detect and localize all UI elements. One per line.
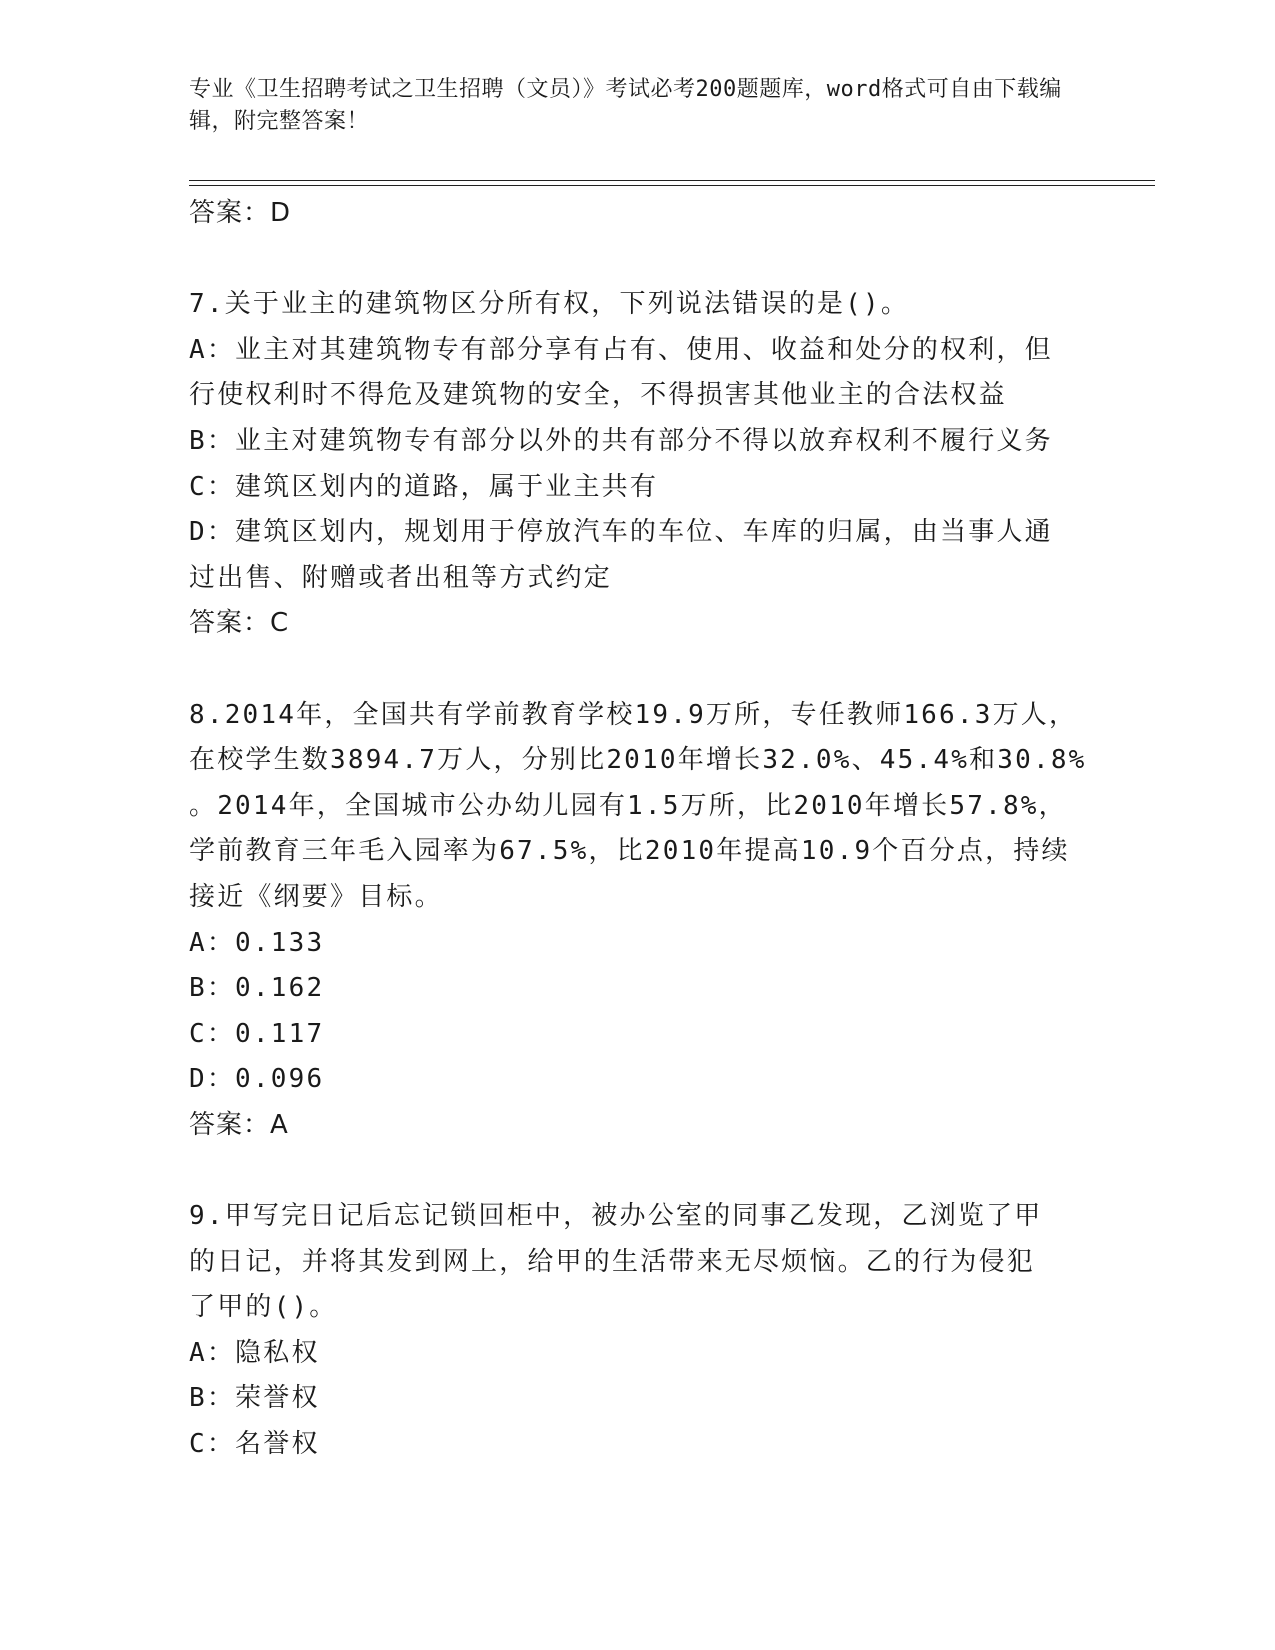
question-9-stem: 9.甲写完日记后忘记锁回柜中，被办公室的同事乙发现，乙浏览了甲 [189, 1201, 1043, 1232]
question-7-option-a: A：业主对其建筑物专有部分享有占有、使用、收益和处分的权利，但 [189, 334, 1053, 365]
question-9-option-c: C：名誉权 [189, 1429, 320, 1460]
question-9-stem-cont: 了甲的()。 [189, 1292, 338, 1323]
question-7-answer: 答案：C [189, 608, 290, 639]
question-9-option-b: B：荣誉权 [189, 1383, 320, 1414]
question-8-option-d: D：0.096 [189, 1064, 325, 1095]
header-divider-bottom [189, 185, 1155, 186]
question-8-stem-cont: 在校学生数3894.7万人，分别比2010年增长32.0%、45.4%和30.8% [189, 745, 1087, 776]
header-divider-top [189, 180, 1155, 181]
question-8-answer: 答案：A [189, 1109, 289, 1140]
question-8 [189, 693, 1089, 1149]
question-content [189, 191, 1089, 1468]
question-8-stem-cont: 学前教育三年毛入园率为67.5%，比2010年提高10.9个百分点，持续 [189, 836, 1070, 867]
question-7-option-b: B：业主对建筑物专有部分以外的共有部分不得以放弃权利不履行义务 [189, 425, 1053, 456]
question-7-option-d: D：建筑区划内，规划用于停放汽车的车位、车库的归属，由当事人通 [189, 517, 1053, 548]
answer-previous: 答案：D [189, 198, 292, 228]
question-7-option-d-cont: 过出售、附赠或者出租等方式约定 [189, 562, 613, 593]
question-9 [189, 1194, 1089, 1468]
spacer [189, 1148, 1089, 1194]
question-8-stem-cont: 。2014年，全国城市公办幼儿园有1.5万所，比2010年增长57.8%， [189, 790, 1067, 821]
question-7 [189, 282, 1089, 647]
question-9-stem-cont: 的日记，并将其发到网上，给甲的生活带来无尽烦恼。乙的行为侵犯 [189, 1246, 1036, 1277]
question-8-stem: 8.2014年，全国共有学前教育学校19.9万所，专任教师166.3万人， [189, 699, 1078, 730]
spacer [189, 647, 1089, 693]
question-9-option-a: A：隐私权 [189, 1337, 320, 1368]
question-7-stem: 7.关于业主的建筑物区分所有权，下列说法错误的是()。 [189, 289, 910, 320]
question-7-option-a-cont: 行使权利时不得危及建筑物的安全，不得损害其他业主的合法权益 [189, 380, 1007, 411]
question-8-stem-cont: 接近《纲要》目标。 [189, 881, 443, 912]
question-8-option-a: A：0.133 [189, 927, 325, 958]
question-8-option-c: C：0.117 [189, 1018, 325, 1049]
document-header: 专业《卫生招聘考试之卫生招聘（文员）》考试必考200题题库，word格式可自由下载编辑，附完整答案！ [189, 77, 1062, 134]
spacer [189, 237, 1089, 283]
question-8-option-b: B：0.162 [189, 973, 325, 1004]
question-7-option-c: C：建筑区划内的道路，属于业主共有 [189, 471, 659, 502]
